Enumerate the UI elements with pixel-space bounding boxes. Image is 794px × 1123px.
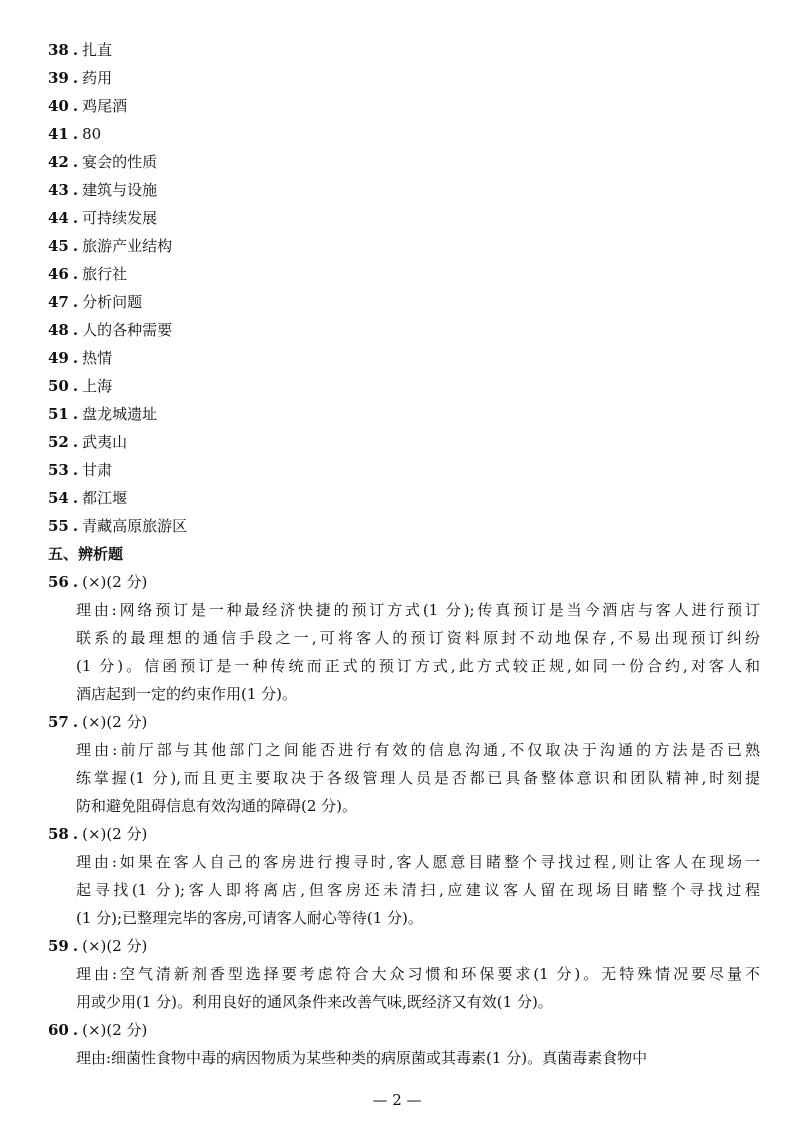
- answer-number-dot: .: [72, 461, 79, 479]
- question-number: 59: [48, 937, 69, 955]
- answer-number: 43: [48, 181, 69, 199]
- analysis-question-header: [48, 932, 760, 960]
- analysis-question-header: [48, 568, 760, 596]
- question-mark: (×)(2 分): [82, 825, 148, 843]
- answer-text: 分析问题: [82, 293, 143, 311]
- question-mark: (×)(2 分): [82, 713, 148, 731]
- answer-item: [48, 36, 760, 64]
- answer-item: [48, 176, 760, 204]
- answer-item: [48, 512, 760, 540]
- reason-line: 防和避免阻碍信息有效沟通的障碍(2 分)。: [76, 797, 358, 815]
- answer-number-dot: .: [72, 489, 79, 507]
- answer-number-dot: .: [72, 349, 79, 367]
- reason-line: 理由:网络预订是一种最经济快捷的预订方式(1 分);传真预订是当今酒店与客人进行预订: [76, 601, 760, 619]
- reason-line: 理由:空气清新剂香型选择要考虑符合大众习惯和环保要求(1 分)。无特殊情况要尽量不: [76, 965, 760, 983]
- answer-item: [48, 64, 760, 92]
- answer-text: 鸡尾酒: [82, 97, 128, 115]
- question-mark: (×)(2 分): [82, 573, 148, 591]
- question-number-dot: .: [72, 1021, 79, 1039]
- answer-number-dot: .: [72, 293, 79, 311]
- answer-text: 旅行社: [82, 265, 128, 283]
- reason-line: 起寻找(1 分);客人即将离店,但客房还未清扫,应建议客人留在现场目睹整个寻找过程: [76, 881, 760, 899]
- answer-number: 47: [48, 293, 69, 311]
- answer-number: 39: [48, 69, 69, 87]
- question-reason: [48, 848, 760, 932]
- reason-line: (1 分)。信函预订是一种传统而正式的预订方式,此方式较正规,如同一份合约,对客人和: [76, 657, 760, 675]
- answer-number-dot: .: [72, 153, 79, 171]
- answer-number-dot: .: [72, 69, 79, 87]
- answer-text: 宴会的性质: [82, 153, 158, 171]
- answer-number-dot: .: [72, 97, 79, 115]
- answer-number: 46: [48, 265, 69, 283]
- answer-number-dot: .: [72, 405, 79, 423]
- answer-text: 都江堰: [82, 489, 128, 507]
- answer-item: [48, 456, 760, 484]
- question-number-dot: .: [72, 937, 79, 955]
- reason-line: 用或少用(1 分)。利用良好的通风条件来改善气味,既经济又有效(1 分)。: [76, 993, 553, 1011]
- page-number: — 2 —: [372, 1091, 422, 1109]
- fill-answer-list: [48, 36, 760, 540]
- answer-number: 41: [48, 125, 69, 143]
- answer-number-dot: .: [72, 125, 79, 143]
- answer-item: [48, 92, 760, 120]
- answer-number: 53: [48, 461, 69, 479]
- section-heading: [48, 540, 760, 568]
- answer-item: [48, 400, 760, 428]
- analysis-question-header: [48, 820, 760, 848]
- answer-item: [48, 316, 760, 344]
- question-mark: (×)(2 分): [82, 937, 148, 955]
- answer-number: 54: [48, 489, 69, 507]
- answer-number: 45: [48, 237, 69, 255]
- answer-text: 药用: [82, 69, 113, 87]
- question-number-dot: .: [72, 573, 79, 591]
- answer-text: 武夷山: [82, 433, 128, 451]
- answer-item: [48, 260, 760, 288]
- answer-text: 青藏高原旅游区: [82, 517, 188, 535]
- answer-item: [48, 372, 760, 400]
- question-number: 57: [48, 713, 69, 731]
- answer-item: [48, 204, 760, 232]
- reason-line: 酒店起到一定的约束作用(1 分)。: [76, 685, 298, 703]
- question-number: 58: [48, 825, 69, 843]
- answer-number-dot: .: [72, 209, 79, 227]
- question-mark: (×)(2 分): [82, 1021, 148, 1039]
- answer-text: 热情: [82, 349, 113, 367]
- reason-line: 练掌握(1 分),而且更主要取决于各级管理人员是否都已具备整体意识和团队精神,时刻提: [76, 769, 760, 787]
- answer-number: 55: [48, 517, 69, 535]
- answer-number: 42: [48, 153, 69, 171]
- reason-line: 理由:如果在客人自己的客房进行搜寻时,客人愿意目睹整个寻找过程,则让客人在现场一: [76, 853, 760, 871]
- answer-number: 48: [48, 321, 69, 339]
- question-reason: [48, 736, 760, 820]
- question-reason: [48, 596, 760, 708]
- reason-line: (1 分);已整理完毕的客房,可请客人耐心等待(1 分)。: [76, 909, 423, 927]
- answer-item: [48, 428, 760, 456]
- answer-number-dot: .: [72, 265, 79, 283]
- question-reason: [48, 960, 760, 1016]
- answer-text: 扎直: [82, 41, 113, 59]
- answer-item: [48, 120, 760, 148]
- answer-item: [48, 232, 760, 260]
- question-reason: [48, 1044, 760, 1072]
- answer-number: 38: [48, 41, 69, 59]
- answer-number-dot: .: [72, 321, 79, 339]
- answer-number-dot: .: [72, 181, 79, 199]
- answer-text: 可持续发展: [82, 209, 158, 227]
- analysis-list: [48, 568, 760, 1072]
- answer-text: 建筑与设施: [82, 181, 158, 199]
- answer-item: [48, 148, 760, 176]
- answer-number-dot: .: [72, 377, 79, 395]
- section-title: 五、辨析题: [48, 545, 124, 563]
- answer-text: 人的各种需要: [82, 321, 173, 339]
- answer-item: [48, 288, 760, 316]
- page-content: [48, 36, 760, 1072]
- reason-line: 理由:前厅部与其他部门之间能否进行有效的信息沟通,不仅取决于沟通的方法是否已熟: [76, 741, 760, 759]
- question-number: 56: [48, 573, 69, 591]
- analysis-question-header: [48, 1016, 760, 1044]
- answer-number: 49: [48, 349, 69, 367]
- answer-number-dot: .: [72, 41, 79, 59]
- answer-number: 44: [48, 209, 69, 227]
- answer-number-dot: .: [72, 237, 79, 255]
- answer-item: [48, 344, 760, 372]
- answer-number: 51: [48, 405, 69, 423]
- reason-line: 理由:细菌性食物中毒的病因物质为某些种类的病原菌或其毒素(1 分)。真菌毒素食物中: [76, 1049, 648, 1067]
- question-number-dot: .: [72, 713, 79, 731]
- answer-number-dot: .: [72, 517, 79, 535]
- answer-number: 52: [48, 433, 69, 451]
- answer-text: 甘肃: [82, 461, 113, 479]
- answer-number-dot: .: [72, 433, 79, 451]
- answer-number: 40: [48, 97, 69, 115]
- answer-text: 80: [82, 125, 102, 143]
- reason-line: 联系的最理想的通信手段之一,可将客人的预订资料原封不动地保存,不易出现预订纠纷: [76, 629, 760, 647]
- analysis-question-header: [48, 708, 760, 736]
- question-number-dot: .: [72, 825, 79, 843]
- answer-text: 旅游产业结构: [82, 237, 173, 255]
- answer-text: 盘龙城遗址: [82, 405, 158, 423]
- answer-text: 上海: [82, 377, 113, 395]
- question-number: 60: [48, 1021, 69, 1039]
- answer-number: 50: [48, 377, 69, 395]
- answer-item: [48, 484, 760, 512]
